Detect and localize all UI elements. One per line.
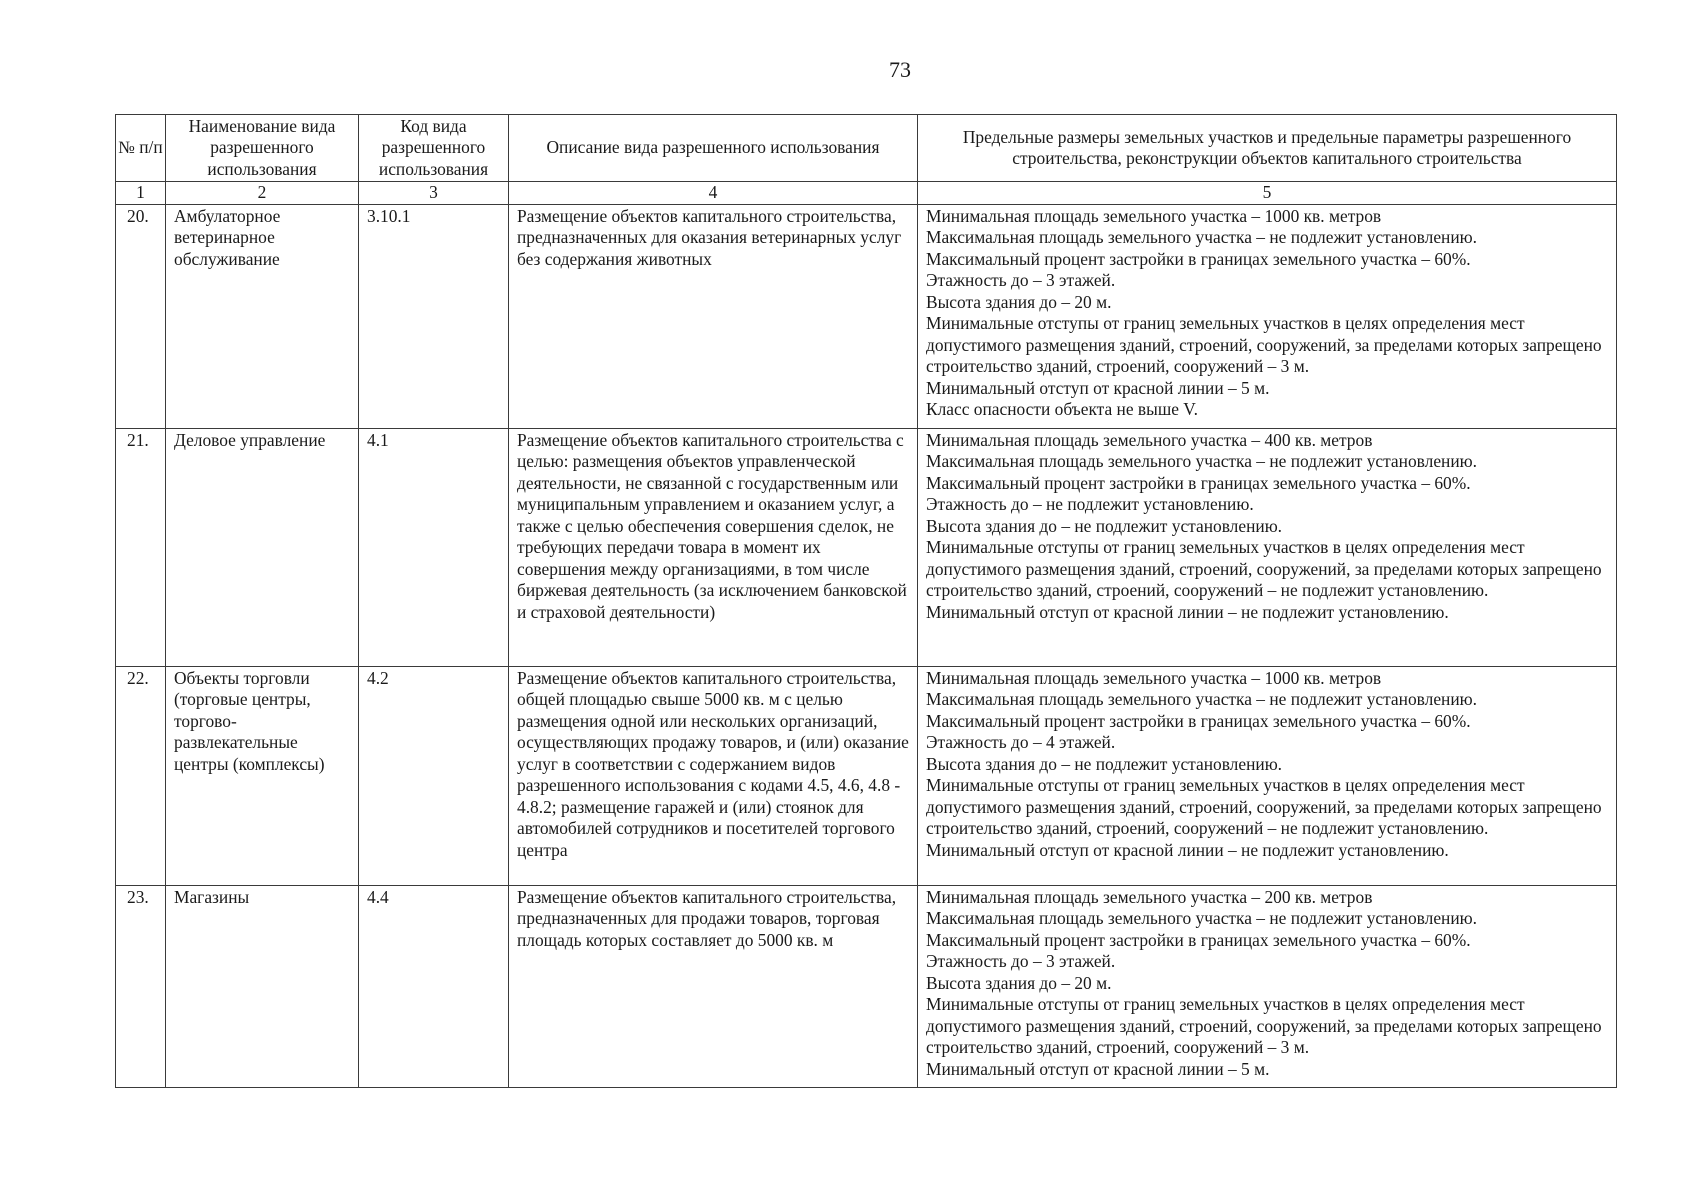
use-name: Амбулаторное ветеринарное обслуживание [166,204,359,428]
table-row [116,666,1617,885]
use-description: Размещение объектов капитального строительства, предназначенных для продажи товаров, торговая площадь которых составляет до 5000 кв. м [509,885,918,1087]
limit-parameters [918,204,1617,428]
use-code: 4.2 [359,666,509,885]
parameter-line: Минимальная площадь земельного участка – 200 кв. метров [926,886,1373,907]
column-number: 1 [116,182,166,205]
page-number: 73 [889,57,911,82]
row-number: 21. [116,428,166,666]
column-number: 3 [359,182,509,205]
use-code: 4.1 [359,428,509,666]
row-number: 20. [116,204,166,428]
use-name: Деловое управление [166,428,359,666]
use-description: Размещение объектов капитального строительства, предназначенных для оказания ветеринарных услуг без содержания животных [509,204,918,428]
header-use-code: Код вида разрешенного использования [359,115,509,182]
parameter-line: Минимальные отступы от границ земельных участков в целях определения мест допустимого размещения зданий, строений, сооружений, за пределами которых запрещено строительство зданий, строений, сооружений – 3 м. [926,994,1602,1057]
table-row [116,885,1617,1087]
parameter-line: Высота здания до – не подлежит установлению. [926,753,1283,774]
column-number: 4 [509,182,918,205]
parameter-line: Минимальный отступ от красной линии – 5 м. [926,1058,1270,1079]
parameter-line: Минимальный отступ от красной линии – не подлежит установлению. [926,601,1449,622]
use-code: 4.4 [359,885,509,1087]
parameter-line: Максимальная площадь земельного участка – не подлежит установлению. [926,451,1477,471]
parameter-line: Минимальный отступ от красной линии – не подлежит установлению. [926,839,1449,860]
parameter-line: Минимальная площадь земельного участка – 1000 кв. метров [926,667,1382,688]
parameter-line: Максимальная площадь земельного участка – не подлежит установлению. [926,689,1477,709]
column-number: 5 [918,182,1617,205]
column-number: 2 [166,182,359,205]
limit-parameters [918,885,1617,1087]
parameter-line: Минимальные отступы от границ земельных участков в целях определения мест допустимого размещения зданий, строений, сооружений, за пределами которых запрещено строительство зданий, строений, сооружений – не подлежит установлению. [926,775,1602,838]
parameter-line: Максимальный процент застройки в границах земельного участка – 60%. [926,472,1471,493]
limit-parameters [918,666,1617,885]
permitted-use-table [115,114,1617,1088]
parameter-line: Высота здания до – 20 м. [926,291,1112,312]
parameter-line: Максимальный процент застройки в границах земельного участка – 60%. [926,929,1471,950]
limit-parameters [918,428,1617,666]
column-numbers-row [116,182,1617,205]
header-use-description: Описание вида разрешенного использования [509,115,918,182]
header-limit-parameters: Предельные размеры земельных участков и предельные параметры разрешенного строительства, реконструкции объектов капитального строительства [918,115,1617,182]
parameter-line: Максимальный процент застройки в границах земельного участка – 60%. [926,710,1471,731]
parameter-line: Этажность до – 4 этажей. [926,732,1116,752]
parameter-line: Минимальная площадь земельного участка – 1000 кв. метров [926,205,1382,226]
parameter-line: Минимальные отступы от границ земельных участков в целях определения мест допустимого размещения зданий, строений, сооружений, за пределами которых запрещено строительство зданий, строений, сооружений – не подлежит установлению. [926,537,1602,600]
header-number: № п/п [116,115,166,182]
parameter-line: Минимальный отступ от красной линии – 5 м. [926,377,1270,398]
parameter-line: Минимальная площадь земельного участка – 400 кв. метров [926,429,1373,450]
header-use-name: Наименование вида разрешенного использования [166,115,359,182]
parameter-line: Высота здания до – 20 м. [926,972,1112,993]
use-name: Магазины [166,885,359,1087]
table-header-row [116,115,1617,182]
parameter-line: Максимальная площадь земельного участка – не подлежит установлению. [926,227,1477,247]
use-code: 3.10.1 [359,204,509,428]
parameter-line: Максимальная площадь земельного участка – не подлежит установлению. [926,908,1477,928]
table-row [116,428,1617,666]
use-description: Размещение объектов капитального строительства с целью: размещения объектов управленческой деятельности, не связанной с государственным или муниципальным управлением и оказанием услуг, а также с целью обеспечения совершения сделок, не требующих передачи товара в момент их совершения между организациями, в том числе биржевая деятельность (за исключением банковской и страховой деятельности) [509,428,918,666]
parameter-line: Этажность до – 3 этажей. [926,951,1116,971]
parameter-line: Класс опасности объекта не выше V. [926,399,1198,419]
row-number: 22. [116,666,166,885]
parameter-line: Высота здания до – не подлежит установлению. [926,515,1283,536]
parameter-line: Минимальные отступы от границ земельных участков в целях определения мест допустимого размещения зданий, строений, сооружений, за пределами которых запрещено строительство зданий, строений, сооружений – 3 м. [926,313,1602,376]
parameter-line: Этажность до – 3 этажей. [926,270,1116,290]
use-name: Объекты торговли (торговые центры, торгово-развлекательные центры (комплексы) [166,666,359,885]
use-description: Размещение объектов капитального строительства, общей площадью свыше 5000 кв. м с целью размещения одной или нескольких организаций, осуществляющих продажу товаров, и (или) оказание услуг в соответствии с содержанием видов разрешенного использования с кодами 4.5, 4.6, 4.8 - 4.8.2; размещение гаражей и (или) стоянок для автомобилей сотрудников и посетителей торгового центра [509,666,918,885]
row-number: 23. [116,885,166,1087]
parameter-line: Максимальный процент застройки в границах земельного участка – 60%. [926,248,1471,269]
parameter-line: Этажность до – не подлежит установлению. [926,494,1254,514]
table-row [116,204,1617,428]
